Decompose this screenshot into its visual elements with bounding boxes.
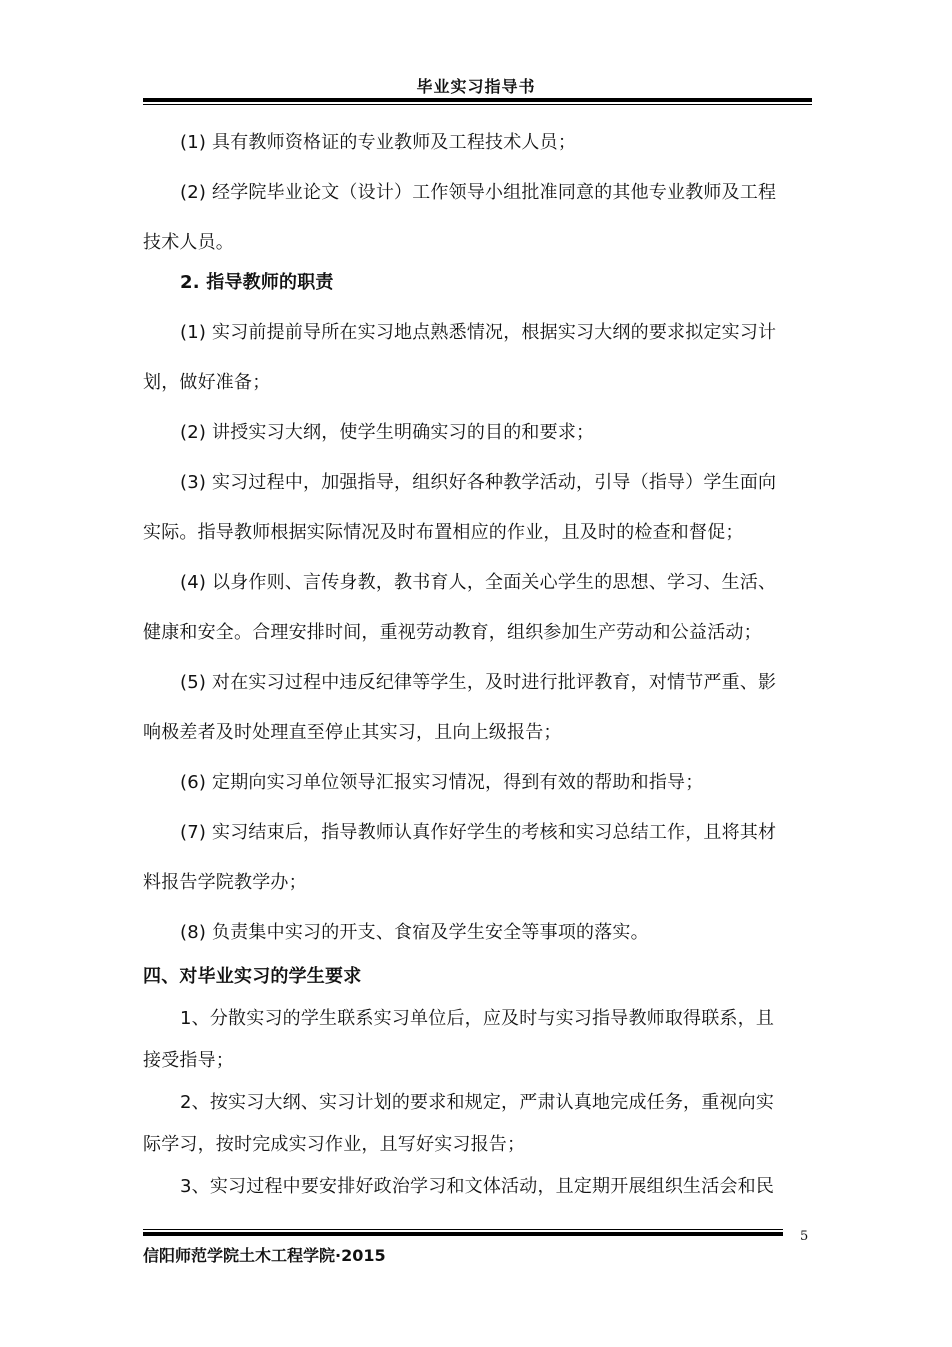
paragraph-line: 技术人员。 [143, 232, 234, 253]
paragraph-line: 3、实习过程中要安排好政治学习和文体活动，且定期开展组织生活会和民 [180, 1176, 775, 1197]
paragraph-line: 实际。指导教师根据实际情况及时布置相应的作业，且及时的检查和督促； [143, 522, 744, 543]
paragraph-line: 2、按实习大纲、实习计划的要求和规定，严肃认真地完成任务，重视向实 [180, 1092, 775, 1113]
header-rule-thick [143, 98, 812, 102]
paragraph-line: (1) 实习前提前导所在实习地点熟悉情况，根据实习大纲的要求拟定实习计 [180, 322, 777, 343]
paragraph-line: 接受指导； [143, 1050, 234, 1071]
paragraph-line: (4) 以身作则、言传身教，教书育人，全面关心学生的思想、学习、生活、 [180, 572, 777, 593]
paragraph-line: 1、分散实习的学生联系实习单位后，应及时与实习指导教师取得联系，且 [180, 1008, 775, 1029]
paragraph-line: (6) 定期向实习单位领导汇报实习情况，得到有效的帮助和指导； [180, 772, 704, 793]
paragraph-line: (5) 对在实习过程中违反纪律等学生，及时进行批评教育，对情节严重、影 [180, 672, 777, 693]
paragraph-line: 料报告学院教学办； [143, 872, 307, 893]
paragraph-line: 际学习，按时完成实习作业，且写好实习报告； [143, 1134, 526, 1155]
header-title: 毕业实习指导书 [416, 77, 536, 96]
header-rule-thin [143, 104, 812, 105]
footer-rule-thin [143, 1229, 783, 1230]
footer-rule-thick [143, 1232, 783, 1236]
section-heading: 四、对毕业实习的学生要求 [143, 966, 362, 987]
paragraph-line: (8) 负责集中实习的开支、食宿及学生安全等事项的落实。 [180, 922, 649, 943]
paragraph-line: 划，做好准备； [143, 372, 271, 393]
paragraph-line: (1) 具有教师资格证的专业教师及工程技术人员； [180, 132, 577, 153]
footer-text: 信阳师范学院土木工程学院·2015 [143, 1246, 386, 1265]
page-number: 5 [800, 1229, 809, 1244]
paragraph-line: (2) 讲授实习大纲，使学生明确实习的目的和要求； [180, 422, 595, 443]
paragraph-line: 健康和安全。合理安排时间，重视劳动教育，组织参加生产劳动和公益活动； [143, 622, 762, 643]
paragraph-line: 响极差者及时处理直至停止其实习，且向上级报告； [143, 722, 562, 743]
paragraph-line: (7) 实习结束后，指导教师认真作好学生的考核和实习总结工作，且将其材 [180, 822, 777, 843]
paragraph-line: (2) 经学院毕业论文（设计）工作领导小组批准同意的其他专业教师及工程 [180, 182, 777, 203]
paragraph-line: (3) 实习过程中，加强指导，组织好各种教学活动，引导（指导）学生面向 [180, 472, 777, 493]
section-heading: 2. 指导教师的职责 [180, 272, 334, 293]
